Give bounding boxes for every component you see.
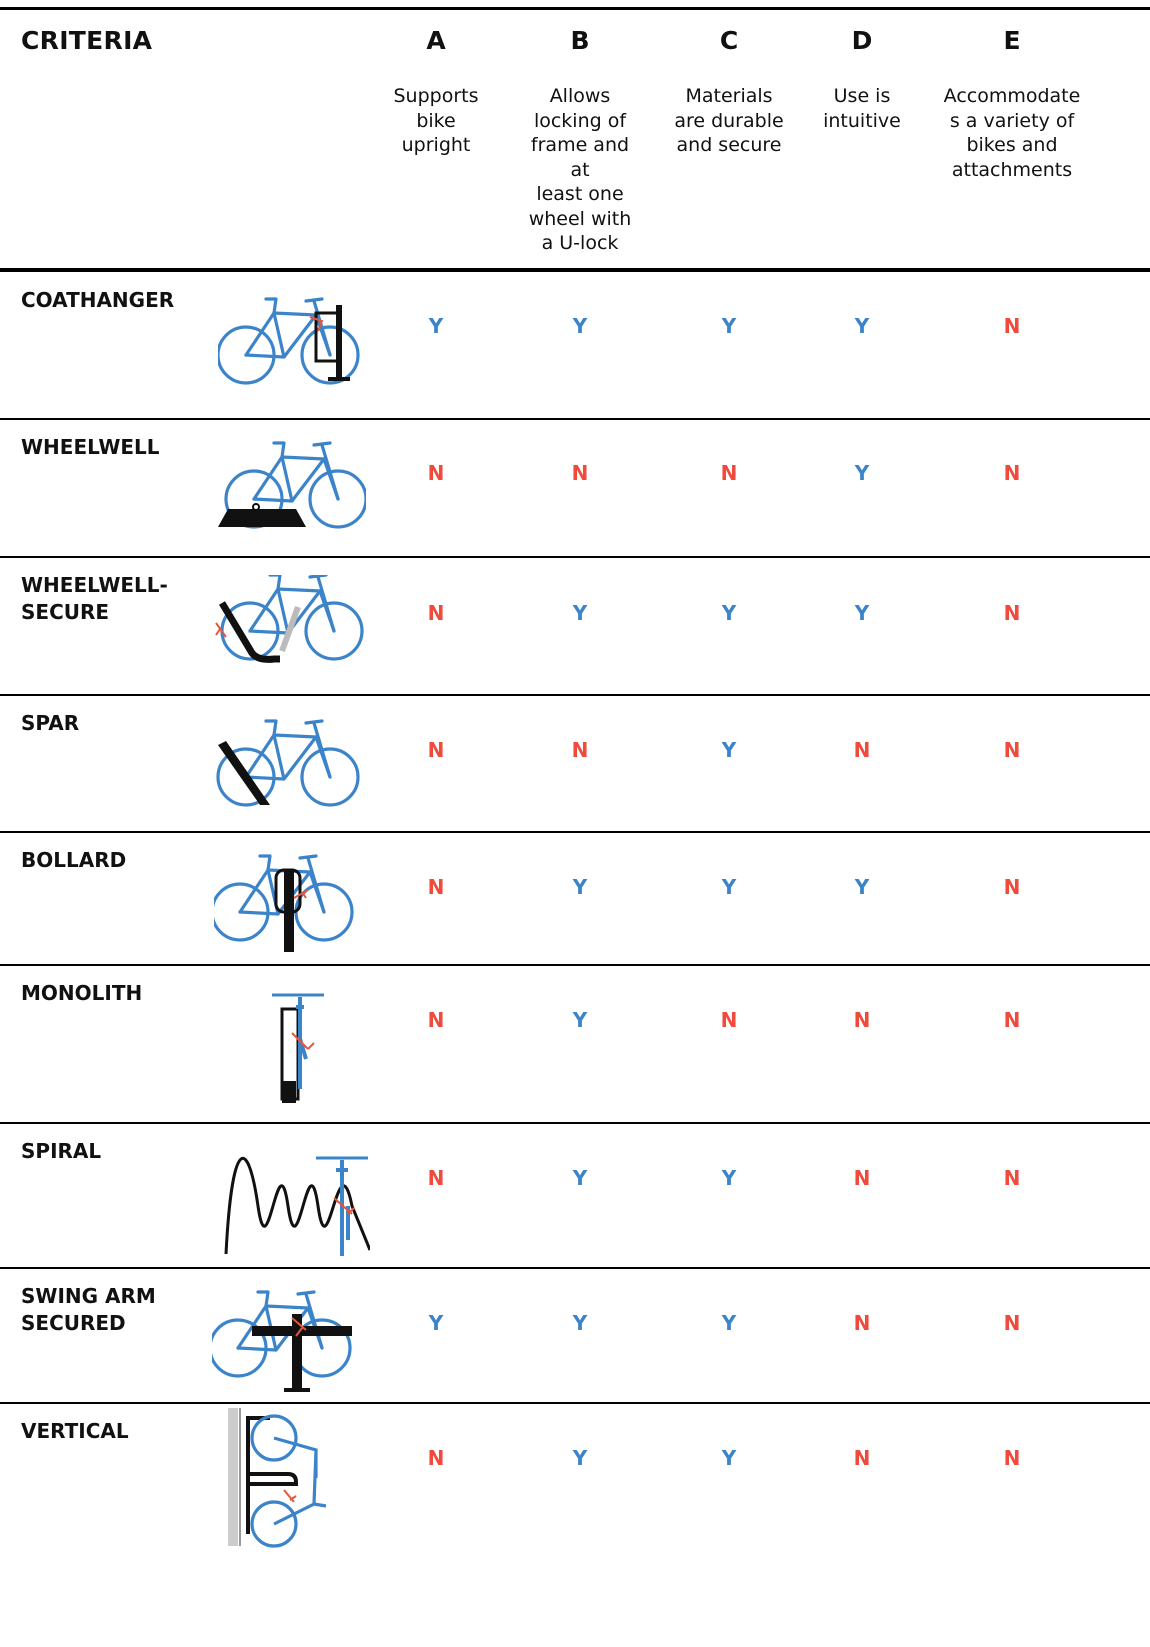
rating-cell-a: N bbox=[427, 1166, 445, 1190]
row-divider bbox=[0, 1122, 1150, 1124]
rating-cell-b: Y bbox=[572, 601, 588, 625]
bollard-rack-icon bbox=[214, 848, 364, 954]
rating-cell-e: N bbox=[1003, 314, 1021, 338]
row-divider bbox=[0, 1402, 1150, 1404]
rating-cell-d: N bbox=[853, 738, 871, 762]
rating-cell-c: Y bbox=[721, 738, 737, 762]
rating-cell-e: N bbox=[1003, 875, 1021, 899]
row-name: BOLLARD bbox=[21, 848, 127, 872]
rating-cell-e: N bbox=[1003, 601, 1021, 625]
rating-cell-d: N bbox=[853, 1446, 871, 1470]
column-letter-e: E bbox=[1003, 26, 1021, 55]
rating-cell-b: Y bbox=[572, 314, 588, 338]
rating-cell-e: N bbox=[1003, 1311, 1021, 1335]
rating-cell-b: N bbox=[571, 461, 589, 485]
column-letter-c: C bbox=[719, 26, 739, 55]
rating-cell-e: N bbox=[1003, 738, 1021, 762]
wheelwell-secure-rack-icon bbox=[214, 575, 364, 671]
rating-cell-b: Y bbox=[572, 1008, 588, 1032]
rating-cell-c: Y bbox=[721, 1311, 737, 1335]
rating-cell-c: Y bbox=[721, 875, 737, 899]
row-name: SPAR bbox=[21, 711, 80, 735]
row-divider bbox=[0, 831, 1150, 833]
row-name: SWING ARM SECURED bbox=[21, 1284, 156, 1335]
criteria-heading: CRITERIA bbox=[21, 26, 153, 55]
rating-cell-d: Y bbox=[854, 314, 870, 338]
vertical-rack-icon bbox=[226, 1404, 336, 1548]
rating-cell-b: Y bbox=[572, 1446, 588, 1470]
row-name: WHEELWELL- SECURE bbox=[21, 573, 168, 624]
row-divider bbox=[0, 694, 1150, 696]
row-divider bbox=[0, 964, 1150, 966]
rating-cell-d: Y bbox=[854, 601, 870, 625]
row-name: SPIRAL bbox=[21, 1139, 102, 1163]
spar-rack-icon bbox=[216, 713, 366, 813]
row-name: MONOLITH bbox=[21, 981, 143, 1005]
rating-cell-a: N bbox=[427, 1446, 445, 1470]
swing-arm-rack-icon bbox=[212, 1284, 362, 1394]
rating-cell-c: Y bbox=[721, 1166, 737, 1190]
top-rule bbox=[0, 7, 1150, 10]
column-description-c: Materials are durable and secure bbox=[674, 85, 784, 156]
column-description-e: Accommodate s a variety of bikes and attachments bbox=[943, 85, 1081, 181]
rating-cell-c: Y bbox=[721, 1446, 737, 1470]
rating-cell-a: Y bbox=[428, 1311, 444, 1335]
rating-cell-a: N bbox=[427, 1008, 445, 1032]
rating-cell-a: Y bbox=[428, 314, 444, 338]
column-description-a: Supports bike upright bbox=[393, 85, 479, 156]
rating-cell-a: N bbox=[427, 601, 445, 625]
header-rule bbox=[0, 268, 1150, 272]
rating-cell-e: N bbox=[1003, 1166, 1021, 1190]
rating-cell-d: N bbox=[853, 1311, 871, 1335]
column-description-b: Allows locking of frame and at least one wheel with a U-lock bbox=[528, 85, 632, 254]
rating-cell-d: Y bbox=[854, 461, 870, 485]
rating-cell-b: Y bbox=[572, 1166, 588, 1190]
row-divider bbox=[0, 556, 1150, 558]
rating-cell-a: N bbox=[427, 875, 445, 899]
row-name: COATHANGER bbox=[21, 288, 175, 312]
column-letter-d: D bbox=[851, 26, 873, 55]
column-letter-b: B bbox=[570, 26, 590, 55]
wheelwell-rack-icon bbox=[216, 437, 366, 535]
rating-cell-a: N bbox=[427, 738, 445, 762]
rating-cell-b: Y bbox=[572, 875, 588, 899]
rating-cell-b: Y bbox=[572, 1311, 588, 1335]
rating-cell-a: N bbox=[427, 461, 445, 485]
rating-cell-e: N bbox=[1003, 1008, 1021, 1032]
rating-cell-c: Y bbox=[721, 314, 737, 338]
rating-cell-e: N bbox=[1003, 461, 1021, 485]
spiral-rack-icon bbox=[222, 1146, 370, 1256]
row-name: VERTICAL bbox=[21, 1419, 129, 1443]
row-divider bbox=[0, 418, 1150, 420]
rating-cell-c: N bbox=[720, 461, 738, 485]
monolith-rack-icon bbox=[262, 985, 336, 1109]
rating-cell-e: N bbox=[1003, 1446, 1021, 1470]
rating-cell-c: N bbox=[720, 1008, 738, 1032]
rating-cell-c: Y bbox=[721, 601, 737, 625]
rating-cell-d: Y bbox=[854, 875, 870, 899]
coathanger-rack-icon bbox=[218, 295, 366, 399]
row-divider bbox=[0, 1267, 1150, 1269]
rating-cell-d: N bbox=[853, 1008, 871, 1032]
column-description-d: Use is intuitive bbox=[823, 85, 901, 132]
column-letter-a: A bbox=[426, 26, 446, 55]
rating-cell-b: N bbox=[571, 738, 589, 762]
rating-cell-d: N bbox=[853, 1166, 871, 1190]
row-name: WHEELWELL bbox=[21, 435, 160, 459]
